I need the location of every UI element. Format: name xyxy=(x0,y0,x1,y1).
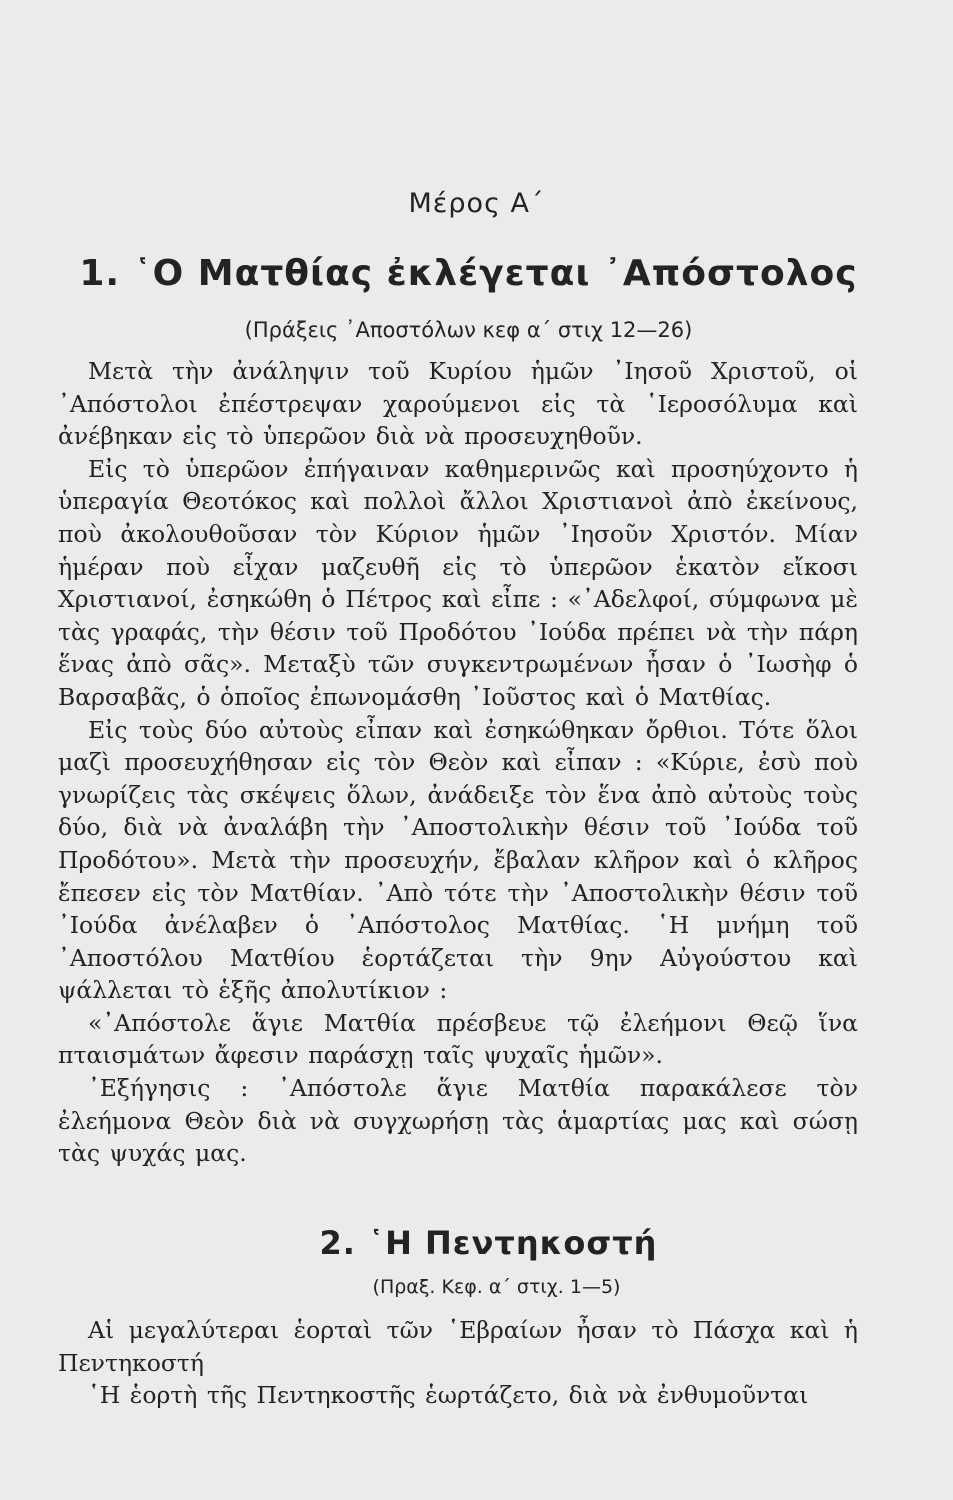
section-1-reference: (Πράξεις ᾿Αποστόλων κεφ α΄ στιχ 12—26) xyxy=(244,318,693,342)
explanation-paragraph: ᾿Εξήγησις : ᾿Απόστολε ἅγιε Ματθία παρακάλεσε τὸν ἐλεήμονα Θεὸν διὰ νὰ συγχωρήσῃ τὰς ἁμαρτίας μας καὶ σώσῃ τὰς ψυχάς μας. xyxy=(58,1074,858,1168)
part-title: Μέρος Α΄ xyxy=(408,188,545,219)
paragraph: Εἰς τὸ ὑπερῶον ἐπήγαιναν καθημερινῶς καὶ προσηύχοντο ἡ ὑπεραγία Θεοτόκος καὶ πολλοὶ ἄλλοι Χριστιανοὶ ἀπὸ ἐκείνους, ποὺ ἀκολουθοῦσαν τὸν Κύριον ἡμῶν ᾿Ιησοῦν Χριστόν. Μίαν ἡμέραν ποὺ εἶχαν μαζευθῆ εἰς τὸ ὑπερῶον ἑκατὸν εἴκοσι Χριστιανοί, ἐσηκώθη ὁ Πέτρος καὶ εἶπε : «᾿Αδελφοί, σύμφωνα μὲ τὰς γραφάς, τὴν θέσιν τοῦ Προδότου ᾿Ιούδα πρέπει νὰ τὴν πάρη ἕνας ἀπὸ σᾶς». Μεταξὺ τῶν συγκεντρωμένων ἦσαν ὁ ᾿Ιωσὴφ ὁ Βαρσαβᾶς, ὁ ὁποῖος ἐπωνομάσθη ᾿Ιοῦστος καὶ ὁ Ματθίας. xyxy=(58,454,858,711)
paragraph: Αἱ μεγαλύτεραι ἑορταὶ τῶν ῾Εβραίων ἦσαν τὸ Πάσχα καὶ ἡ Πεντηκοστή xyxy=(58,1316,858,1377)
section-1-body xyxy=(58,355,858,1170)
paragraph: Εἰς τοὺς δύο αὐτοὺς εἶπαν καὶ ἐσηκώθηκαν ὄρθιοι. Τότε ὅλοι μαζὶ προσευχήθησαν εἰς τὸν Θεὸν καὶ εἶπαν : «Κύριε, ἐσὺ ποὺ γνωρίζεις τὰς σκέψεις ὅλων, ἀνάδειξε τὸν ἕνα ἀπὸ αὐτοὺς τοὺς δύο, διὰ νὰ ἀναλάβη τὴν ᾿Αποστολικὴν θέσιν τοῦ ᾿Ιούδα τοῦ Προδότου». Μετὰ τὴν προσευχήν, ἔβαλαν κλῆρον καὶ ὁ κλῆρος ἔπεσεν εἰς τὸν Ματθίαν. ᾿Απὸ τότε τὴν ᾿Αποστολικὴν θέσιν τοῦ ᾿Ιούδα ἀνέλαβεν ὁ ᾿Απόστολος Ματθίας. ῾Η μνήμη τοῦ ᾿Αποστόλου Ματθίου ἑορτάζεται τὴν 9ην Αὐγούστου καὶ ψάλλεται τὸ ἑξῆς ἀπολυτίκιον : xyxy=(58,715,858,1005)
section-2-body xyxy=(58,1314,858,1412)
paragraph: Μετὰ τὴν ἀνάληψιν τοῦ Κυρίου ἡμῶν ᾿Ιησοῦ Χριστοῦ, οἱ ᾿Απόστολοι ἐπέστρεψαν χαρούμενοι εἰς τὰ ῾Ιεροσόλυμα καὶ ἀνέβηκαν εἰς τὸ ὑπερῶον διὰ νὰ προσευχηθοῦν. xyxy=(58,357,858,451)
apolytikion-paragraph: «᾿Απόστολε ἅγιε Ματθία πρέσβευε τῷ ἐλεήμονι Θεῷ ἵνα πταισμάτων ἄφεσιν παράσχῃ ταῖς ψυχαῖς ἡμῶν». xyxy=(58,1008,858,1070)
paragraph: ῾Η ἑορτὴ τῆς Πεντηκοστῆς ἑωρτάζετο, διὰ νὰ ἐνθυμοῦνται xyxy=(88,1381,809,1410)
section-2-title: 2. ῾Η Πεντηκοστή xyxy=(319,1224,658,1262)
section-2-reference: (Πραξ. Κεφ. α΄ στιχ. 1—5) xyxy=(372,1276,621,1298)
section-1-title: 1. ῾Ο Ματθίας ἐκλέγεται ᾿Απόστολος xyxy=(79,253,858,294)
